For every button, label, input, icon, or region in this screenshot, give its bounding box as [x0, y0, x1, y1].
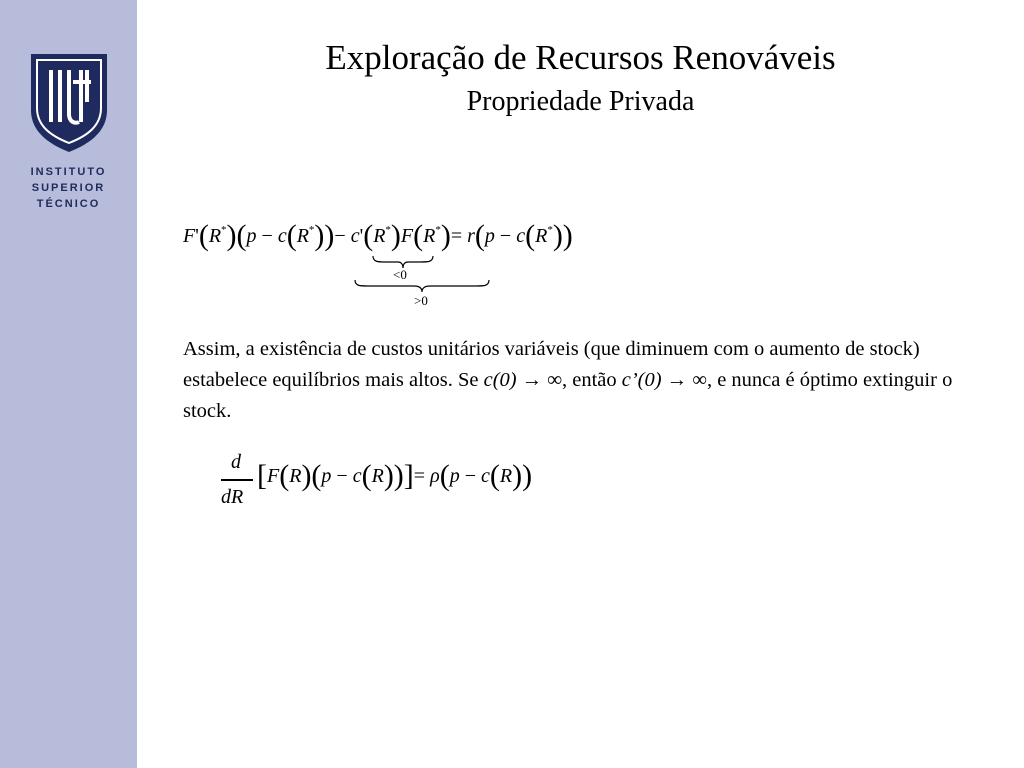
paragraph-part-3: → ∞, e nunca é óptimo extinguir o stock. — [183, 369, 953, 422]
explanation-paragraph — [183, 334, 983, 427]
derivative-denominator: dR — [221, 486, 244, 508]
underbrace-inner-label: <0 — [393, 267, 407, 282]
fraction-bar — [221, 479, 253, 481]
logo-line-2: SUPERIOR — [31, 182, 106, 194]
logo-line-3: TÉCNICO — [36, 198, 101, 210]
c0-expression: c(0) → ∞ — [483, 369, 562, 391]
underbrace-outer — [354, 279, 490, 293]
paragraph-part-2: , então — [561, 369, 622, 391]
equation-2: [F(R)(p − c(R))]= ρ(p − c(R)) — [257, 459, 533, 492]
equation-1: F'(R*)(p − c(R*))− c'(R*)F(R*)= r(p − c(R*)) — [183, 219, 573, 252]
underbrace-outer-label: >0 — [414, 293, 428, 308]
sidebar — [0, 0, 137, 768]
slide-subtitle: Propriedade Privada — [466, 86, 695, 117]
cprime0-expression: c’(0) — [621, 369, 662, 391]
slide-title: Exploração de Recursos Renováveis — [325, 38, 836, 77]
logo-line-1: INSTITUTO — [30, 166, 107, 178]
paragraph-part-1: Assim, a existência de custos unitários variáveis (que diminuem com o aumento de stock) estabelece equilíbrios mais altos. Se — [183, 338, 920, 391]
derivative-numerator: d — [231, 451, 241, 473]
